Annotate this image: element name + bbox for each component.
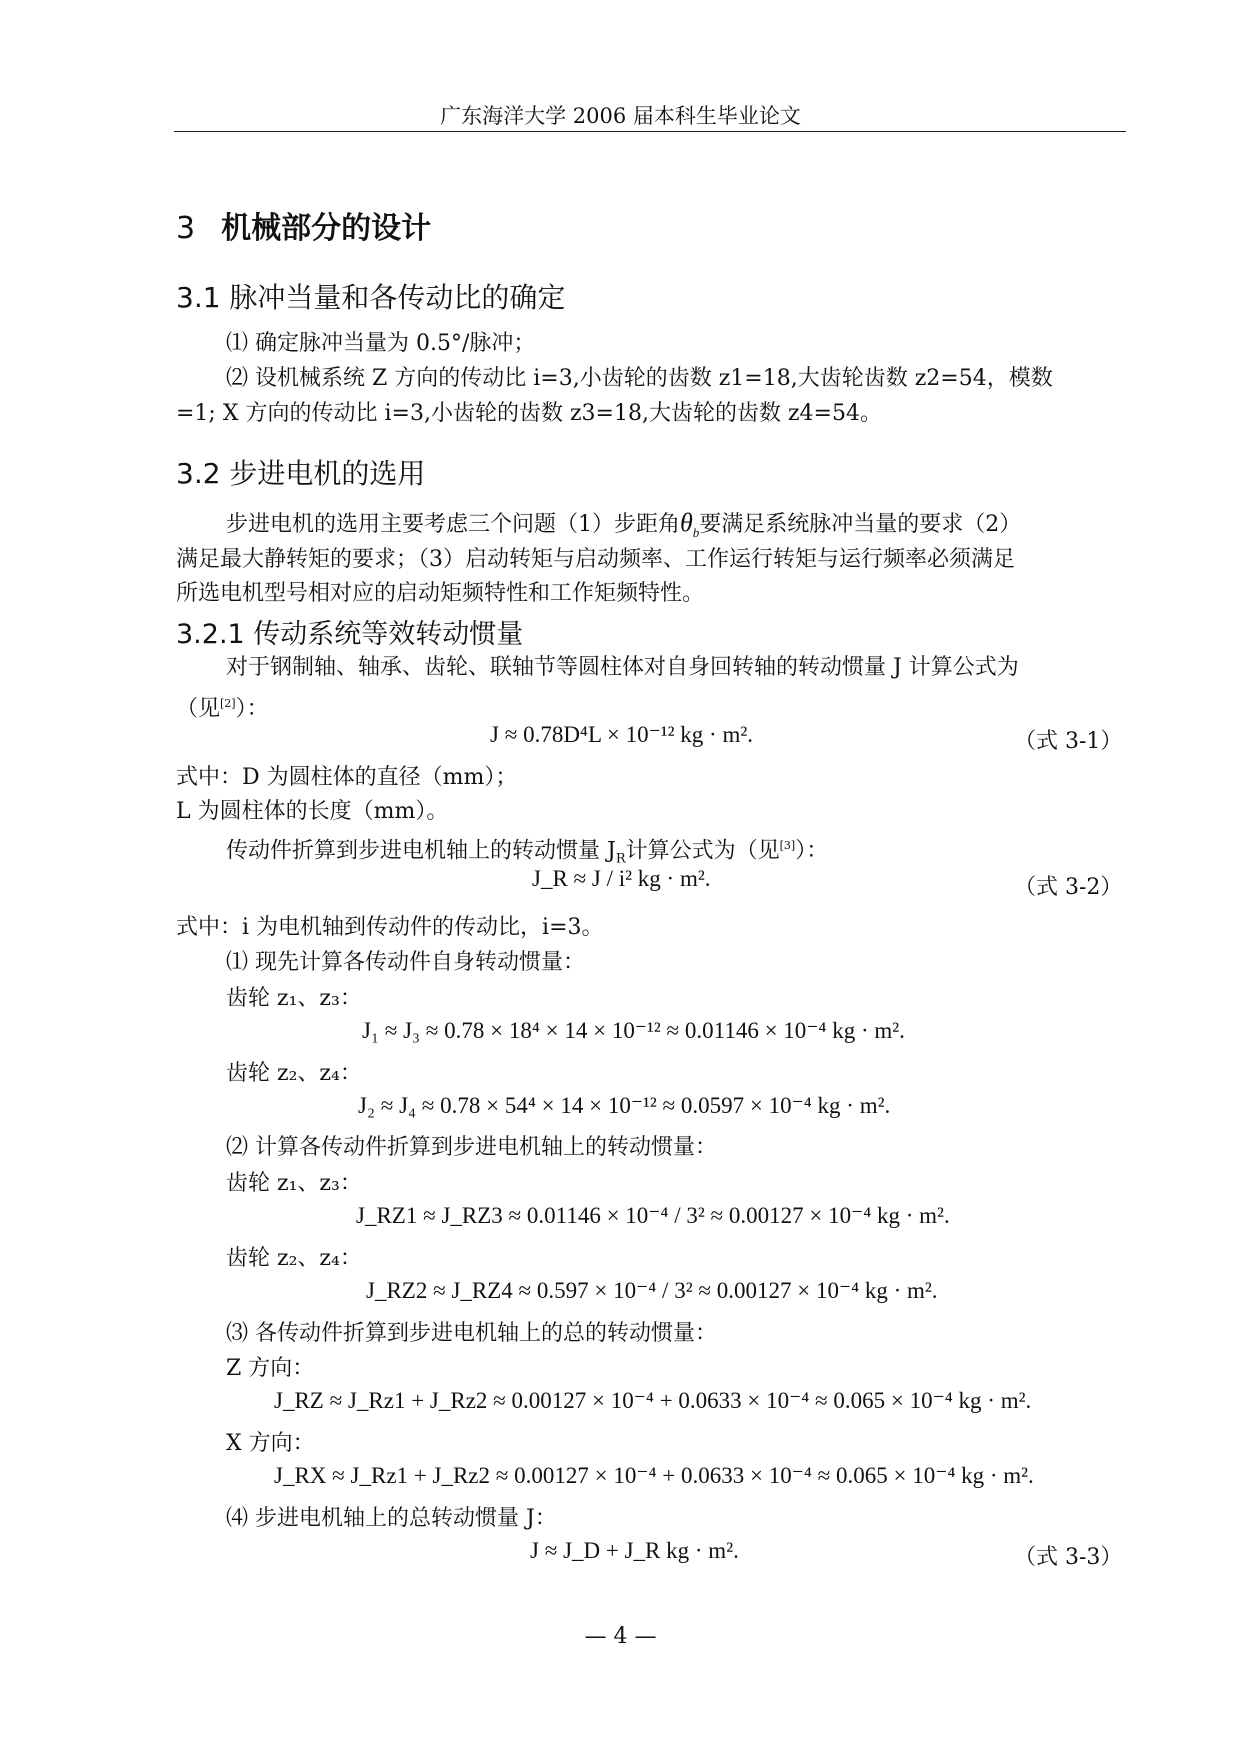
intro-line-1: 对于钢制轴、轴承、齿轮、联轴节等圆柱体对自身回转轴的转动惯量 J 计算公式为 <box>226 655 1019 680</box>
step-4: ⑷ 步进电机轴上的总转动惯量 J： <box>226 1506 557 1531</box>
paragraph-line-2: 满足最大静转矩的要求；（3）启动转矩与启动频率、工作运行转矩与运行频率必须满足 <box>176 547 1015 572</box>
where-i: 式中：i 为电机轴到传动件的传动比，i=3。 <box>176 915 604 940</box>
section-3-2-1-heading: 3.2.1 传动系统等效转动惯量 <box>176 619 524 650</box>
step-2: ⑵ 计算各传动件折算到步进电机轴上的转动惯量： <box>226 1135 717 1160</box>
chapter-number: 3 <box>176 211 196 246</box>
equation-j1-j3: J₁ ≈ J₃ ≈ 0.78 × 18⁴ × 14 × 10⁻¹² ≈ 0.01146 × 10⁻⁴ kg · m². <box>362 1018 905 1043</box>
running-header: 广东海洋大学 2006 届本科生毕业论文 <box>440 104 801 128</box>
equation-3-1-number: （式 3-1） <box>1014 729 1123 754</box>
equation-3-3-number: （式 3-3） <box>1014 1545 1123 1570</box>
equation-jrz2-jrz4: J_RZ2 ≈ J_RZ4 ≈ 0.597 × 10⁻⁴ / 3² ≈ 0.00127 × 10⁻⁴ kg · m². <box>366 1278 938 1303</box>
paragraph-line-1 <box>226 507 1021 548</box>
paragraph-text-a: 步进电机的选用主要考虑三个问题（1）步距角 <box>226 512 680 537</box>
gear-z1-z3-label: 齿轮 z₁、z₃： <box>226 986 362 1011</box>
step-1: ⑴ 现先计算各传动件自身转动惯量： <box>226 950 585 975</box>
chapter-title: 机械部分的设计 <box>221 211 432 246</box>
header-rule <box>174 131 1126 132</box>
where-l: L 为圆柱体的长度（mm）。 <box>176 799 449 824</box>
equation-3-3: J ≈ J_D + J_R kg · m². <box>530 1538 739 1563</box>
jr-intro: 传动件折算到步进电机轴上的转动惯量 $J_R$计算公式为（见[3]）： <box>226 838 829 867</box>
chapter-heading <box>176 203 431 247</box>
equation-jrz1-jrz3: J_RZ1 ≈ J_RZ3 ≈ 0.01146 × 10⁻⁴ / 3² ≈ 0.00127 × 10⁻⁴ kg · m². <box>356 1203 950 1228</box>
theta-symbol: $\theta_b$ <box>680 508 700 541</box>
reference-3: [3] <box>779 839 796 852</box>
equation-jrz: J_RZ ≈ J_Rz1 + J_Rz2 ≈ 0.00127 × 10⁻⁴ + 0.0633 × 10⁻⁴ ≈ 0.065 × 10⁻⁴ kg · m². <box>274 1388 1032 1413</box>
equation-j2-j4: J₂ ≈ J₄ ≈ 0.78 × 54⁴ × 14 × 10⁻¹² ≈ 0.0597 × 10⁻⁴ kg · m². <box>358 1093 891 1118</box>
step-3: ⑶ 各传动件折算到步进电机轴上的总的转动惯量： <box>226 1321 717 1346</box>
equation-jrx: J_RX ≈ J_Rz1 + J_Rz2 ≈ 0.00127 × 10⁻⁴ + 0.0633 × 10⁻⁴ ≈ 0.065 × 10⁻⁴ kg · m². <box>274 1463 1034 1488</box>
item-1: ⑴ 确定脉冲当量为 0.5°/脉冲； <box>226 331 536 356</box>
section-3-2-heading: 3.2 步进电机的选用 <box>176 457 426 490</box>
gear-z1-z3-label-b: 齿轮 z₁、z₃： <box>226 1171 362 1196</box>
section-3-1-heading: 3.1 脉冲当量和各传动比的确定 <box>176 281 566 314</box>
x-direction-label: X 方向： <box>226 1431 315 1456</box>
z-direction-label: Z 方向： <box>226 1356 315 1381</box>
item-2-line-2: =1; X 方向的传动比 i=3,小齿轮的齿数 z3=18,大齿轮的齿数 z4=54。 <box>176 401 882 426</box>
reference-2: [2] <box>220 697 236 710</box>
paragraph-line-3: 所选电机型号相对应的启动矩频特性和工作矩频特性。 <box>176 581 705 606</box>
gear-z2-z4-label: 齿轮 z₂、z₄： <box>226 1061 362 1086</box>
equation-3-2: J_R ≈ J / i² kg · m². <box>532 866 711 891</box>
gear-z2-z4-label-b: 齿轮 z₂、z₄： <box>226 1246 362 1271</box>
paragraph-text-b: 要满足系统脉冲当量的要求（2） <box>699 512 1022 537</box>
intro-line-2: （见[2]）： <box>176 696 269 722</box>
equation-3-2-number: （式 3-2） <box>1014 875 1123 900</box>
item-2-line-1: ⑵ 设机械系统 Z 方向的传动比 i=3,小齿轮的齿数 z1=18,大齿轮齿数 z2=54，模数 <box>226 366 1053 391</box>
page-number: — 4 — <box>584 1624 657 1649</box>
equation-3-1: J ≈ 0.78D⁴L × 10⁻¹² kg · m². <box>490 722 753 747</box>
where-d: 式中：D 为圆柱体的直径（mm）； <box>176 765 518 790</box>
